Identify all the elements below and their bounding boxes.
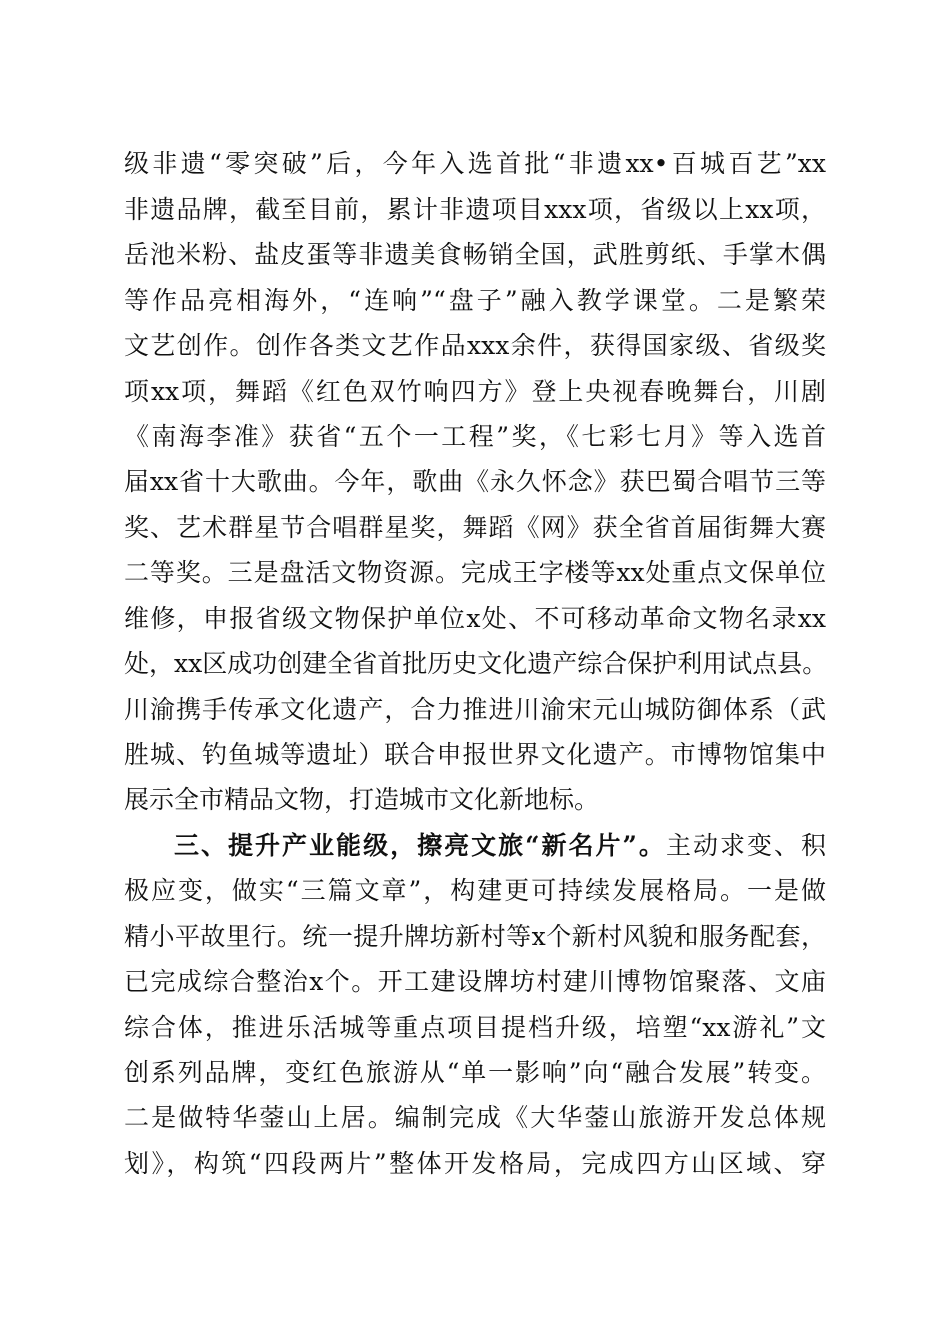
text-line: 届xx省十大歌曲。今年，歌曲《永久怀念》获巴蜀合唱节三等 xyxy=(124,467,826,496)
text-line: 等作品亮相海外，“连响”“盘子”融入教学课堂。二是繁荣 xyxy=(124,286,826,315)
text-line: 二是做特华蓥山上居。编制完成《大华蓥山旅游开发总体规 xyxy=(124,1103,826,1132)
text-line: 已完成综合整治x个。开工建设牌坊村建川博物馆聚落、文庙 xyxy=(124,967,826,996)
text-line: 维修，申报省级文物保护单位x处、不可移动革命文物名录xx xyxy=(124,604,826,633)
section-heading-line xyxy=(174,826,826,866)
text-line: 创系列品牌，变红色旅游从“单一影响”向“融合发展”转变。 xyxy=(124,1058,826,1087)
text-line: 文艺创作。创作各类文艺作品xxx余件，获得国家级、省级奖 xyxy=(124,331,826,360)
text-line: 展示全市精品文物，打造城市文化新地标。 xyxy=(124,785,600,814)
section-heading: 三、提升产业能级，擦亮文旅“新名片”。 xyxy=(174,831,666,860)
text-line: 划》，构筑“四段两片”整体开发格局，完成四方山区域、穿 xyxy=(124,1149,826,1178)
text-line: 综合体，推进乐活城等重点项目提档升级，培塑“xx游礼”文 xyxy=(124,1013,826,1042)
text-line: 川渝携手传承文化遗产，合力推进川渝宋元山城防御体系（武 xyxy=(124,695,826,724)
text-line: 极应变，做实“三篇文章”，构建更可持续发展格局。一是做 xyxy=(124,876,826,905)
text-line: 胜城、钓鱼城等遗址）联合申报世界文化遗产。市博物馆集中 xyxy=(124,740,826,769)
text-line: 二等奖。三是盘活文物资源。完成王字楼等xx处重点文保单位 xyxy=(124,558,826,587)
text-line: 精小平故里行。统一提升牌坊新村等x个新村风貌和服务配套， xyxy=(124,922,826,951)
section-heading-rest: 主动求变、积 xyxy=(665,831,826,860)
text-line: 处，xx区成功创建全省首批历史文化遗产综合保护利用试点县。 xyxy=(124,649,828,678)
text-line: 级非遗“零突破”后，今年入选首批“非遗xx•百城百艺”xx xyxy=(124,149,826,178)
text-line: 项xx项，舞蹈《红色双竹响四方》登上央视春晚舞台，川剧 xyxy=(124,377,826,406)
text-line: 岳池米粉、盐皮蛋等非遗美食畅销全国，武胜剪纸、手掌木偶 xyxy=(124,240,826,269)
text-line: 《南海李准》获省“五个一工程”奖，《七彩七月》等入选首 xyxy=(124,422,826,451)
text-line: 奖、艺术群星节合唱群星奖，舞蹈《网》获全省首届街舞大赛 xyxy=(124,513,826,542)
text-line: 非遗品牌，截至目前，累计非遗项目xxx项，省级以上xx项， xyxy=(124,195,826,224)
